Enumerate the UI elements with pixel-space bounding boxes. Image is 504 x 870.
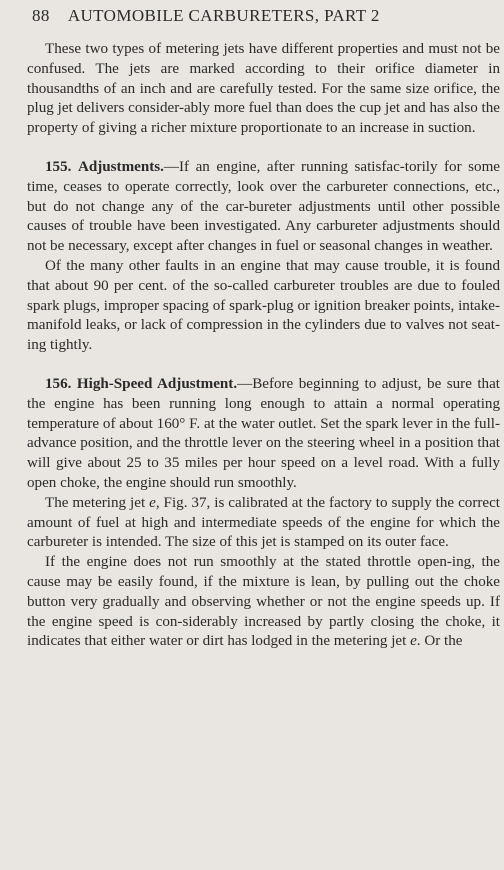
jet-label-e-2: e [410, 633, 417, 650]
section-156-number: 156. [45, 375, 72, 392]
page-number: 88 [32, 6, 50, 25]
section-155-paragraph [27, 158, 500, 257]
section-156-paragraph [27, 375, 500, 494]
section-156-title: High-Speed Adjustment. [76, 375, 238, 392]
section-155-title: Adjustments. [77, 158, 164, 175]
section-155-number: 155. [45, 158, 72, 175]
section-156-p2-b: , Fig. 37, is calibrated at the factory to supply the correct amount of fuel at high and intermediate speeds of the engine for which the carbureter is intended. The size of this jet is stamped on its outer face. [27, 494, 500, 551]
section-156-p2-a: The metering jet [45, 494, 150, 511]
section-156-p3-b: . Or the [416, 633, 463, 650]
running-header [32, 6, 492, 26]
running-title: AUTOMOBILE CARBURETERS, PART 2 [67, 6, 380, 25]
section-156-text: —Before beginning to adjust, be sure that the engine has been running long enough to attain a normal operating temperature of about 160° F. at the water outlet. Set the spark lever in the full-advance position, and the throttle lever on the steering wheel in a position that will give about 25 to 35 miles per hour speed on a level road. With a fully open choke, the engine should run smoothly. [27, 375, 500, 491]
page-body [27, 40, 500, 652]
section-156-p3-a: If the engine does not run smoothly at the stated throttle open-ing, the cause may be easily found, if the mixture is lean, by pulling out the choke button very gradually and observing whether or not the engine speeds up. If the engine speed is con-siderably increased by partly closing the choke, it indicates that either water or dirt has lodged in the metering jet [27, 554, 500, 650]
section-156-paragraph-3 [27, 553, 500, 652]
section-156-paragraph-2 [27, 494, 500, 553]
jet-label-e: e [149, 494, 156, 511]
section-155-text: —If an engine, after running satisfac-torily for some time, ceases to operate correctly, look over the carbureter connections, etc., but do not change any of the car-bureter adjustments until other possible causes of trouble have been investigated. Any carbureter adjustments should not be necessary, except after changes in fuel or seasonal changes in weather. [27, 158, 501, 255]
section-155-paragraph-2: Of the many other faults in an engine that may cause trouble, it is found that about 90 per cent. of the so-called carbureter troubles are due to fouled spark plugs, improper spacing of spark-plug or ignition breaker points, intake-manifold leaks, or lack of compression in the cylinders due to valves not seat-ing tightly. [27, 257, 500, 354]
intro-paragraph: These two types of metering jets have different properties and must not be confused. The jets are marked according to their orifice diameter in thousandths of an inch and are carefully tested. For the same size orifice, the plug jet delivers consider-ably more fuel than does the cup jet and has also the property of giving a richer mixture proportionate to an increase in suction. [27, 41, 500, 137]
